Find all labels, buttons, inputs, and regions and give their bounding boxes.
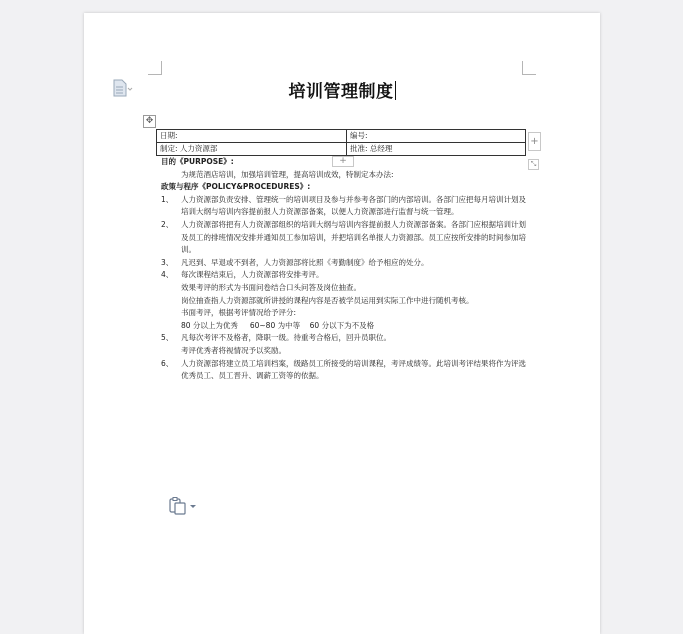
- item-text: 每次课程结束后，人力资源部将安排考评。: [181, 270, 324, 280]
- purpose-text: 为规范酒店培训，加强培训管理，提高培训成效，特制定本办法:: [181, 169, 394, 179]
- document-body[interactable]: [161, 156, 529, 383]
- table-row: [157, 130, 526, 143]
- item-text: 凡每次考评不及格者，降职一级。待重考合格后，回升员职位。: [181, 333, 391, 343]
- item-text: 人力资源部负责安排、管理统一的培训项目及参与并参考各部门的内部培训。各部门应把每月培训计划及培训大纲与培训内容提前报人力资源部备案，以便人力资源部进行监督与统一管理。: [181, 194, 526, 217]
- item4-sub-line: 效果考评的形式为书面问卷结合口头问答及岗位抽查。: [181, 282, 361, 292]
- item-number: 1、: [161, 194, 174, 204]
- title-text: 培训管理制度: [288, 82, 394, 102]
- add-row-button[interactable]: +: [332, 156, 354, 167]
- list-item: [161, 257, 529, 270]
- add-column-button[interactable]: +: [528, 132, 541, 151]
- margin-corner-top-left: [148, 61, 162, 75]
- table-move-icon[interactable]: ✥: [143, 115, 156, 128]
- text-cursor: [395, 81, 396, 100]
- item-number: 3、: [161, 257, 174, 267]
- list-item: [161, 194, 529, 219]
- item-number: 4、: [161, 270, 174, 280]
- table-row: [157, 143, 526, 156]
- paste-options-icon[interactable]: [168, 497, 202, 515]
- item-number: 5、: [161, 333, 174, 343]
- date-cell[interactable]: 日期:: [157, 130, 347, 143]
- margin-corner-top-right: [522, 61, 536, 75]
- item-text: 凡迟到、早退或不到者，人力资源部将比照《考勤制度》给予相应的处分。: [181, 257, 429, 267]
- item-number: 2、: [161, 219, 174, 229]
- number-cell[interactable]: 编号:: [347, 130, 526, 143]
- approver-cell[interactable]: 批准: 总经理: [347, 143, 526, 156]
- list-item: [161, 269, 529, 282]
- author-cell[interactable]: 制定: 人力资源部: [157, 143, 347, 156]
- meta-table: [156, 129, 526, 156]
- item-number: 6、: [161, 358, 174, 368]
- item4-sub-line: 岗位抽查指人力资源部就所讲授的课程内容是否被学员运用到实际工作中进行随机考核。: [181, 295, 474, 305]
- list-item: [161, 358, 529, 383]
- table-resize-handle[interactable]: ⤡: [528, 159, 539, 170]
- purpose-heading: 目的《PURPOSE》:: [161, 157, 234, 166]
- document-title[interactable]: [84, 77, 600, 102]
- list-item: [161, 332, 529, 345]
- item5-sub-line: 考评优秀者将视情况予以奖励。: [181, 345, 286, 355]
- item-text: 人力资源部将建立员工培训档案，级路员工所接受的培训课程，考评成绩等。此培训考评结果将作为评选优秀员工、员工晋升、调薪工资等的依据。: [181, 358, 526, 381]
- document-page: [84, 13, 600, 634]
- item-text: 人力资源部将把有人力资源部组织的培训大纲与培训内容提前报人力资源部备案。各部门应根据培训计划及员工的排班情况安排并通知员工参加培训，并把培训名单报人力资源部。员工应按所安排的时间参加培训。: [181, 219, 526, 255]
- item4-sub-line: 80 分以上为优秀 60~80 为中等 60 分以下为不及格: [181, 320, 375, 330]
- list-item: [161, 219, 529, 257]
- item4-sub-line: 书面考评，根据考评情况给予评分:: [181, 308, 297, 318]
- policy-heading: 政策与程序《POLICY&PROCEDURES》:: [161, 182, 311, 192]
